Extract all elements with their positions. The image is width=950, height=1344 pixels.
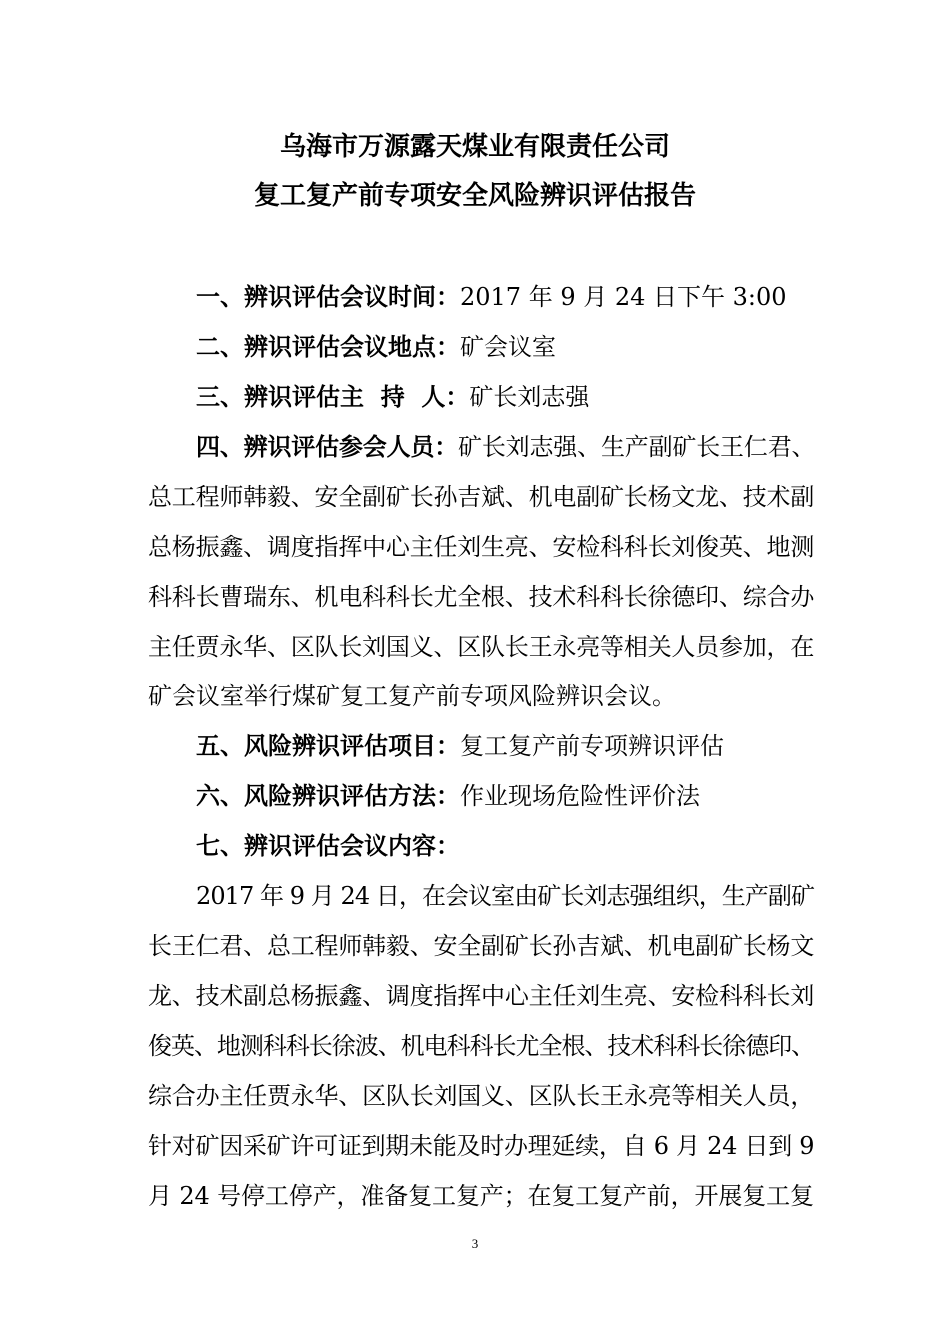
- section-content: [196, 830, 814, 862]
- section-project: [196, 730, 814, 762]
- section-meeting-time: [196, 281, 814, 313]
- section-host: [196, 381, 814, 413]
- section-value: 矿会议室: [460, 333, 556, 361]
- section-meeting-place: [196, 331, 814, 363]
- content-line: 月 24 号停工停产，准备复工复产；在复工复产前，开展复工复: [148, 1182, 814, 1210]
- section-value: 矿长刘志强: [469, 383, 590, 411]
- attendees-line: 科科长曹瑞东、机电科科长尤全根、技术科科长徐德印、综合办: [148, 583, 815, 611]
- content-line: 针对矿因采矿许可证到期未能及时办理延续，自 6 月 24 日到 9: [148, 1132, 815, 1160]
- content-line: 长王仁君、总工程师韩毅、安全副矿长孙吉斌、机电副矿长杨文: [148, 932, 815, 960]
- document-title-line-1: 乌海市万源露天煤业有限责任公司: [279, 132, 670, 162]
- attendees-line: 总杨振鑫、调度指挥中心主任刘生亮、安检科科长刘俊英、地测: [148, 533, 815, 561]
- section-label: 六、风险辨识评估方法：: [196, 782, 460, 810]
- attendees-line: 总工程师韩毅、安全副矿长孙吉斌、机电副矿长杨文龙、技术副: [148, 483, 815, 511]
- section-label: 三、辨识评估主 持 人：: [196, 383, 470, 411]
- content-line: 2017 年 9 月 24 日，在会议室由矿长刘志强组织，生产副矿: [196, 882, 815, 910]
- section-attendees: [196, 431, 814, 463]
- section-value: 2017 年 9 月 24 日下午 3:00: [460, 283, 787, 311]
- document-title-line-2: 复工复产前专项安全风险辨识评估报告: [253, 181, 696, 211]
- section-label: 五、风险辨识评估项目：: [196, 732, 460, 760]
- section-label: 四、辨识评估参会人员：: [196, 433, 459, 461]
- content-line: 龙、技术副总杨振鑫、调度指挥中心主任刘生亮、安检科科长刘: [148, 982, 815, 1010]
- section-label: 七、辨识评估会议内容：: [196, 832, 460, 860]
- section-value: 矿长刘志强、生产副矿长王仁君、: [458, 433, 816, 461]
- content-line: 俊英、地测科科长徐波、机电科科长尤全根、技术科科长徐德印、: [148, 1032, 815, 1060]
- content-line: 综合办主任贾永华、区队长刘国义、区队长王永亮等相关人员，: [148, 1082, 815, 1110]
- attendees-line: 矿会议室举行煤矿复工复产前专项风险辨识会议。: [148, 682, 676, 710]
- section-label: 二、辨识评估会议地点：: [196, 333, 460, 361]
- section-label: 一、辨识评估会议时间：: [196, 283, 460, 311]
- section-value: 复工复产前专项辨识评估: [460, 732, 724, 760]
- attendees-line: 主任贾永华、区队长刘国义、区队长王永亮等相关人员参加，在: [148, 633, 815, 661]
- section-value: 作业现场危险性评价法: [460, 782, 700, 810]
- section-method: [196, 780, 814, 812]
- page-number: 3: [471, 1236, 479, 1251]
